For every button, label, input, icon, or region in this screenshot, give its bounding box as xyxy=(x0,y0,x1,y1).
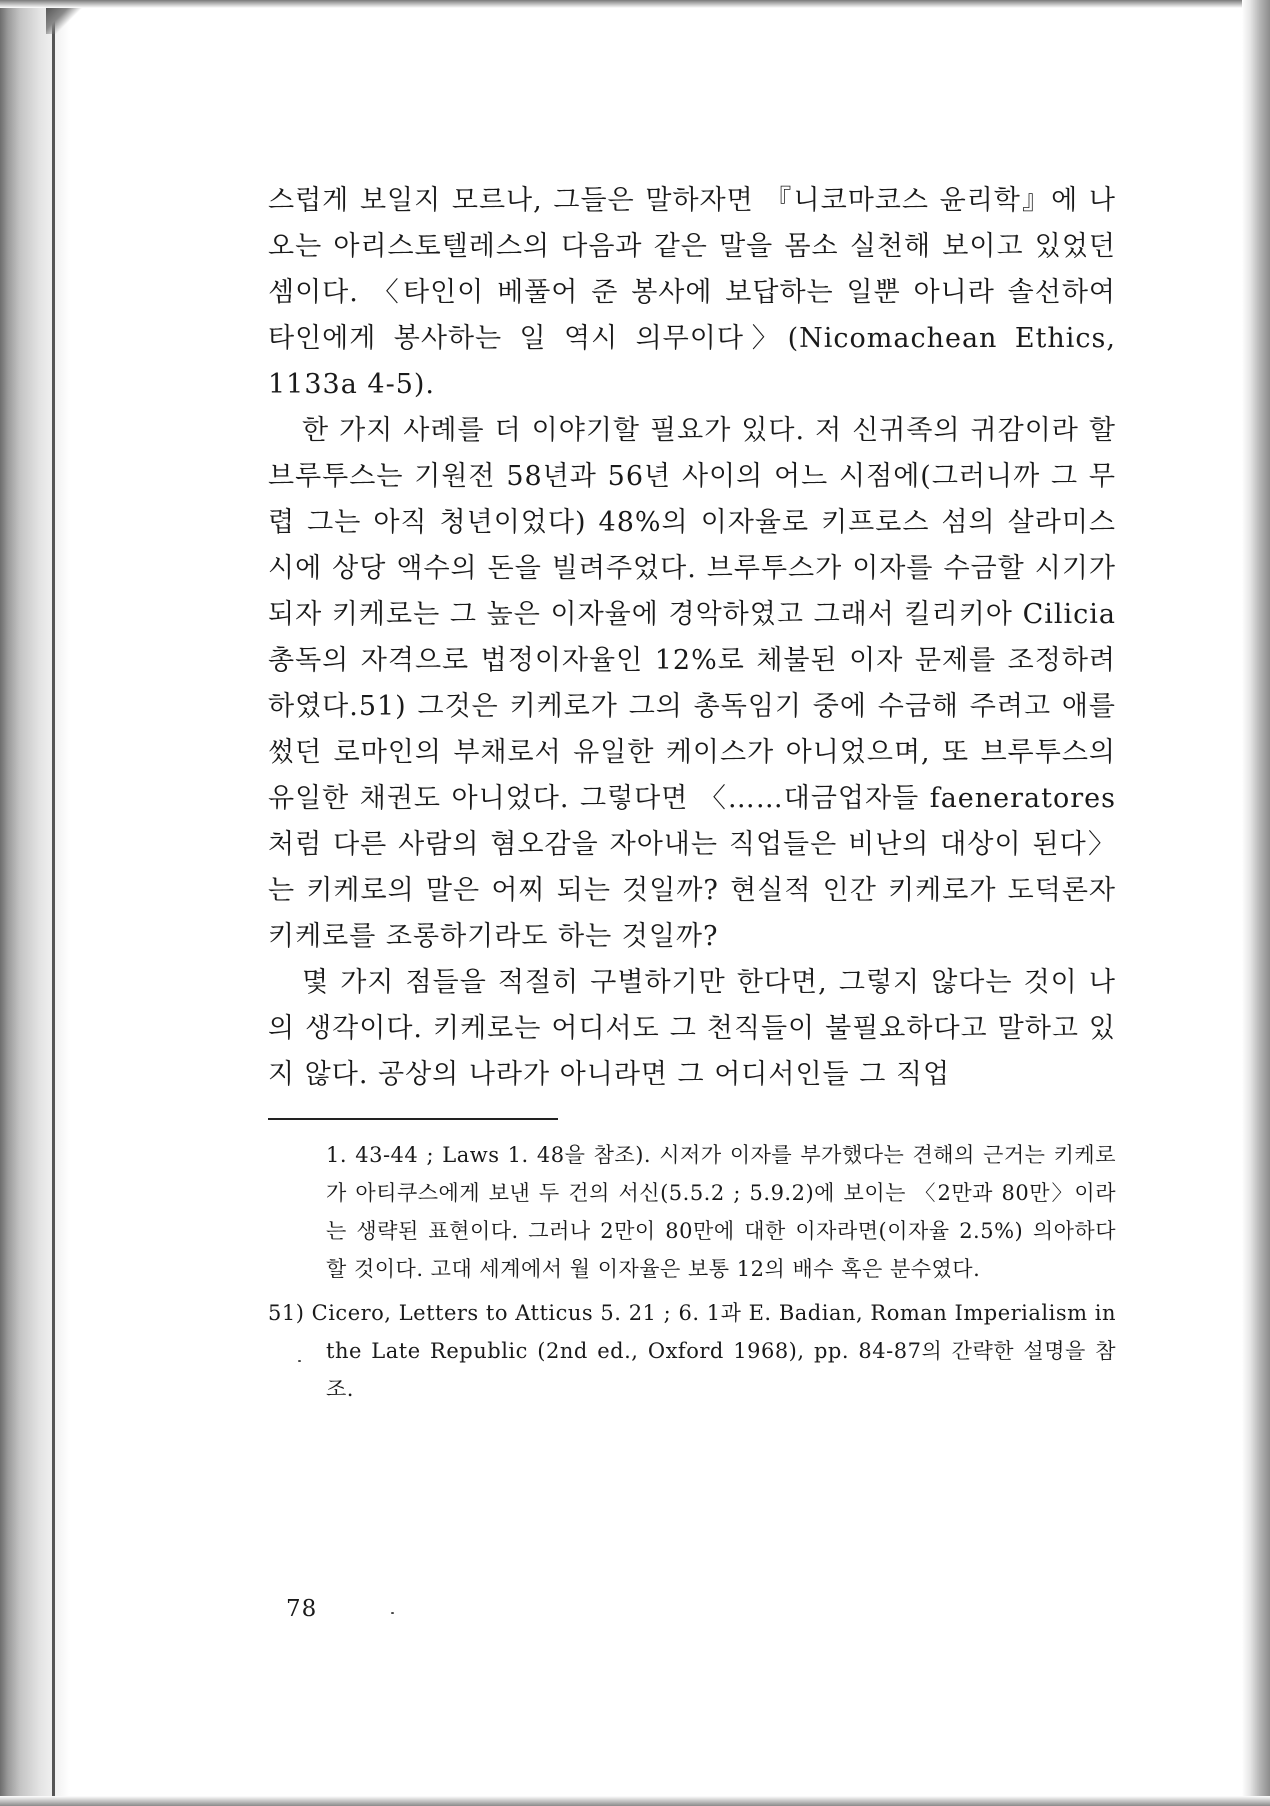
body-text xyxy=(268,178,1116,1098)
bottom-page-edge xyxy=(0,1796,1270,1806)
book-spine-edge xyxy=(0,0,70,1806)
body-paragraph-2: 한 가지 사례를 더 이야기할 필요가 있다. 저 신귀족의 귀감이라 할 브루투스는 기원전 58년과 56년 사이의 어느 시점에(그러니까 그 무렵 그는 아직 청년이었다) 48%의 이자율로 키프로스 섬의 살라미스 시에 상당 액수의 돈을 빌려주었다. 브루투스가 이자를 수금할 시기가 되자 키케로는 그 높은 이자율에 경악하였고 그래서 킬리키아 Cilicia 총독의 자격으로 법정이자율인 12%로 체불된 이자 문제를 조정하려 하였다.51) 그것은 키케로가 그의 총독임기 중에 수금해 주려고 애를 썼던 로마인의 부채로서 유일한 케이스가 아니었으며, 또 브루투스의 유일한 채권도 아니었다. 그렇다면 〈……대금업자들 faeneratores처럼 다른 사람의 혐오감을 자아내는 직업들은 비난의 대상이 된다〉는 키케로의 말은 어찌 되는 것일까? 현실적 인간 키케로가 도덕론자 키케로를 조롱하기라도 하는 것일까? xyxy=(268,415,1116,952)
page-content xyxy=(268,178,1116,1408)
footnote-continuation: 1. 43-44 ; Laws 1. 48을 참조). 시저가 이자를 부가했다는 견해의 근거는 키케로가 아티쿠스에게 보낸 두 건의 서신(5.5.2 ; 5.9.2)에 보이는 〈2만과 80만〉이라는 생략된 표현이다. 그러나 2만이 80만에 대한 이자라면(이자율 2.5%) 의아하다 할 것이다. 고대 세계에서 월 이자율은 보통 12의 배수 혹은 분수였다. xyxy=(326,1143,1116,1281)
scan-speck xyxy=(298,1360,301,1362)
page-number: 78 xyxy=(286,1596,318,1622)
top-page-edge xyxy=(0,0,1270,8)
body-paragraph-1: 스럽게 보일지 모르나, 그들은 말하자면 『니코마코스 윤리학』에 나오는 아리스토텔레스의 다음과 같은 말을 몸소 실천해 보이고 있었던 셈이다. 〈타인이 베풀어 준 봉사에 보답하는 일뿐 아니라 솔선하여 타인에게 봉사하는 일 역시 의무이다〉(Nicomachean Ethics, 1133a 4-5). xyxy=(268,185,1116,400)
footnotes xyxy=(268,1136,1116,1408)
right-page-edge xyxy=(1242,0,1270,1806)
body-paragraph-3: 몇 가지 점들을 적절히 구별하기만 한다면, 그렇지 않다는 것이 나의 생각이다. 키케로는 어디서도 그 천직들이 불필요하다고 말하고 있지 않다. 공상의 나라가 아니라면 그 어디서인들 그 직업 xyxy=(268,967,1116,1090)
footnote-divider xyxy=(268,1118,558,1120)
footnote-51: 51) Cicero, Letters to Atticus 5. 21 ; 6. 1과 E. Badian, Roman Imperialism in the Late Republic (2nd ed., Oxford 1968), pp. 84-87의 간략한 설명을 참조. xyxy=(268,1301,1116,1401)
scan-speck xyxy=(391,1612,394,1614)
